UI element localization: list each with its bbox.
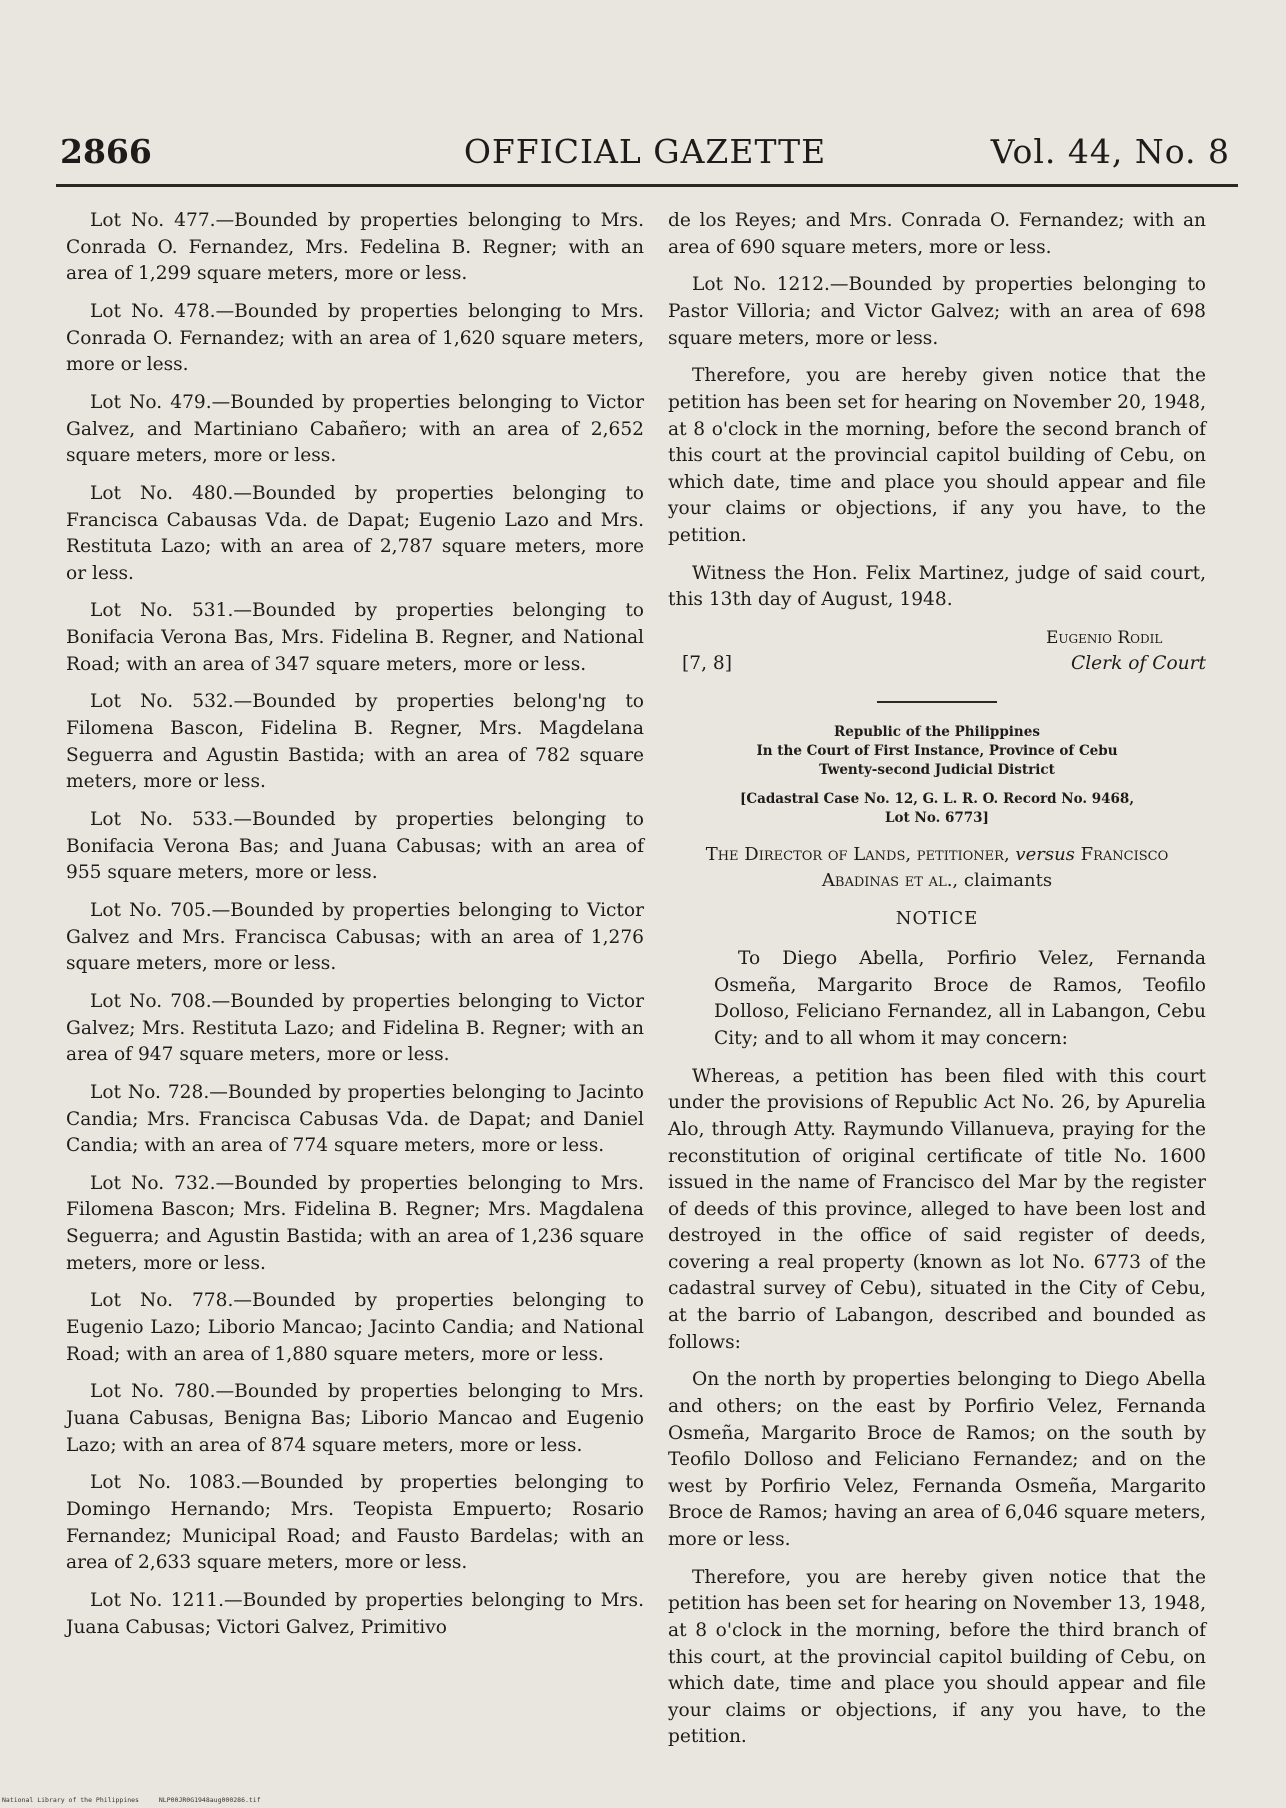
scan-footer [2,1796,277,1804]
file-label: NLP00JR0G1948aug000286.tif [158,1796,261,1804]
court-line: Republic of the Philippines [834,723,1040,740]
lot-paragraph: Lot No. 728.—Bounded by properties belonging to Jacinto Candia; Mrs. Francisca Cabusas Vda. de Dapat; and Daniel Candia; with an area of 774 square meters, more or less. [66,1081,644,1157]
lot-paragraph: Lot No. 1211.—Bounded by properties belonging to Mrs. Juana Cabusas; Victori Galvez, Primitivo [66,1589,644,1638]
lot-paragraph: Lot No. 1083.—Bounded by properties belonging to Domingo Hernando; Mrs. Teopista Empuerto; Rosario Fernandez; Municipal Road; and Fausto Bardelas; with an area of 2,633 square meters, more or less. [66,1472,644,1574]
lot-paragraph: Lot No. 478.—Bounded by properties belonging to Mrs. Conrada O. Fernandez; with an area of 1,620 square meters, more or less. [66,300,644,376]
versus-label: versus [1015,843,1075,865]
signature-name: Eugenio Rodil [1046,628,1163,649]
claimant-name: Francisco Abadinas et al., [821,843,1169,891]
petitioner: The Director of Lands, petitioner, [705,843,1010,865]
volume-label: Vol. 44, No. 8 [990,132,1230,171]
library-label: National Library of the Philippines [2,1796,139,1804]
lot-paragraph: Lot No. 532.—Bounded by properties belong'ng to Filomena Bascon, Fidelina B. Regner, Mrs. Magdelana Seguerra and Agustin Bastida; with an area of 782 square meters, more or less. [66,691,644,793]
left-column [66,208,644,1652]
signature-title: Clerk of Court [1071,653,1206,675]
whereas-paragraph: Whereas, a petition has been filed with this court under the provisions of Republic Act No. 26, by Apurelia Alo, through Atty. Raymundo Villanueva, praying for the reconstitution of original certificate of title No. 1600 issued in the name of Francisco del Mar by the register of deeds of this province, alleged to have been lost and destroyed in the office of said register of deeds, covering a real property (known as lot No. 6773 of the cadastral survey of Cebu), situated in the City of Cebu, at the barrio of Labangon, described and bounded as follows: [668,1065,1206,1353]
claimants-label: claimants [963,869,1053,891]
lot-paragraph: Lot No. 780.—Bounded by properties belonging to Mrs. Juana Cabusas, Benigna Bas; Liborio Mancao and Eugenio Lazo; with an area of 874 square meters, more or less. [66,1381,644,1456]
lot-paragraph: Lot No. 1212.—Bounded by properties belonging to Pastor Villoria; and Victor Galvez; with an area of 698 square meters, more or less. [668,274,1206,349]
lot-paragraph: Lot No. 477.—Bounded by properties belonging to Mrs. Conrada O. Fernandez, Mrs. Fedelina B. Regner; with an area of 1,299 square meters, more or less. [66,210,644,285]
lot-paragraph: Lot No. 479.—Bounded by properties belonging to Victor Galvez, and Martiniano Cabañero; with an area of 2,652 square meters, more or less. [66,391,644,467]
right-column [668,208,1206,1762]
court-line: Twenty-second Judicial District [819,761,1055,778]
section-separator [877,701,997,703]
lot-paragraph: Lot No. 732.—Bounded by properties belonging to Mrs. Filomena Bascon; Mrs. Fidelina B. Regner; Mrs. Magdalena Seguerra; and Agustin Bastida; with an area of 1,236 square meters, more or less. [66,1172,644,1274]
lot-paragraph: Lot No. 708.—Bounded by properties belonging to Victor Galvez; Mrs. Restituta Lazo; and Fidelina B. Regner; with an area of 947 square meters, more or less. [66,990,644,1066]
signature-block [668,625,1206,689]
notice-heading: NOTICE [895,907,979,929]
boundaries-paragraph: On the north by properties belonging to Diego Abella and others; on the east by Porfirio Velez, Fernanda Osmeña, Margarito Broce de Ramos; on the south by Teofilo Dolloso and Feliciano Fernandez; and on the west by Porfirio Velez, Fernanda Osmeña, Margarito Broce de Ramos; having an area of 6,046 square meters, more or less. [668,1369,1206,1550]
page-number: 2866 [60,132,152,171]
publication-title: OFFICIAL GAZETTE [463,132,827,171]
lot-paragraph: Lot No. 480.—Bounded by properties belonging to Francisca Cabausas Vda. de Dapat; Eugenio Lazo and Mrs. Restituta Lazo; with an area of 2,787 square meters, more or less. [66,482,644,584]
continuation-paragraph: de los Reyes; and Mrs. Conrada O. Fernandez; with an area of 690 square meters, more or less. [668,210,1206,258]
lot-paragraph: Lot No. 531.—Bounded by properties belonging to Bonifacia Verona Bas, Mrs. Fidelina B. Regner, and National Road; with an area of 347 square meters, more or less. [66,600,644,675]
header-rule [56,184,1238,187]
hearing-notice-paragraph: Therefore, you are hereby given notice that the petition has been set for hearing on November 13, 1948, at 8 o'clock in the morning, before the third branch of this court, at the provincial capitol building of Cebu, on which date, time and place you should appear and file your claims or objections, if any you have, to the petition. [668,1566,1206,1748]
case-reference [668,790,1206,828]
lot-paragraph: Lot No. 533.—Bounded by properties belonging to Bonifacia Verona Bas; and Juana Cabusas; with an area of 955 square meters, more or less. [66,809,644,884]
case-line: Lot No. 6773] [885,809,989,826]
witness-paragraph: Witness the Hon. Felix Martinez, judge of said court, this 13th day of August, 1948. [668,562,1206,611]
lot-paragraph: Lot No. 778.—Bounded by properties belonging to Eugenio Lazo; Liborio Mancao; Jacinto Candia; and National Road; with an area of 1,880 square meters, more or less. [66,1290,644,1365]
case-parties [668,842,1206,894]
court-heading [668,723,1206,780]
lot-paragraph: Lot No. 705.—Bounded by properties belonging to Victor Galvez and Mrs. Francisca Cabusas; with an area of 1,276 square meters, more or less. [66,899,644,975]
court-line: In the Court of First Instance, Province of Cebu [756,742,1118,759]
addressees-paragraph: To Diego Abella, Porfirio Velez, Fernanda Osmeña, Margarito Broce de Ramos, Teofilo Dolloso, Feliciano Fernandez, all in Labangon, Cebu City; and to all whom it may concern: [714,948,1206,1049]
page-header [60,132,1230,182]
hearing-notice-paragraph: Therefore, you are hereby given notice that the petition has been set for hearing on November 20, 1948, at 8 o'clock in the morning, before the second branch of this court at the provincial capitol building of Cebu, on which date, time and place you should appear and file your claims or objections, if any you have, to the petition. [668,365,1206,546]
case-line: [Cadastral Case No. 12, G. L. R. O. Record No. 9468, [739,790,1135,807]
issue-reference: [7, 8] [682,653,732,675]
